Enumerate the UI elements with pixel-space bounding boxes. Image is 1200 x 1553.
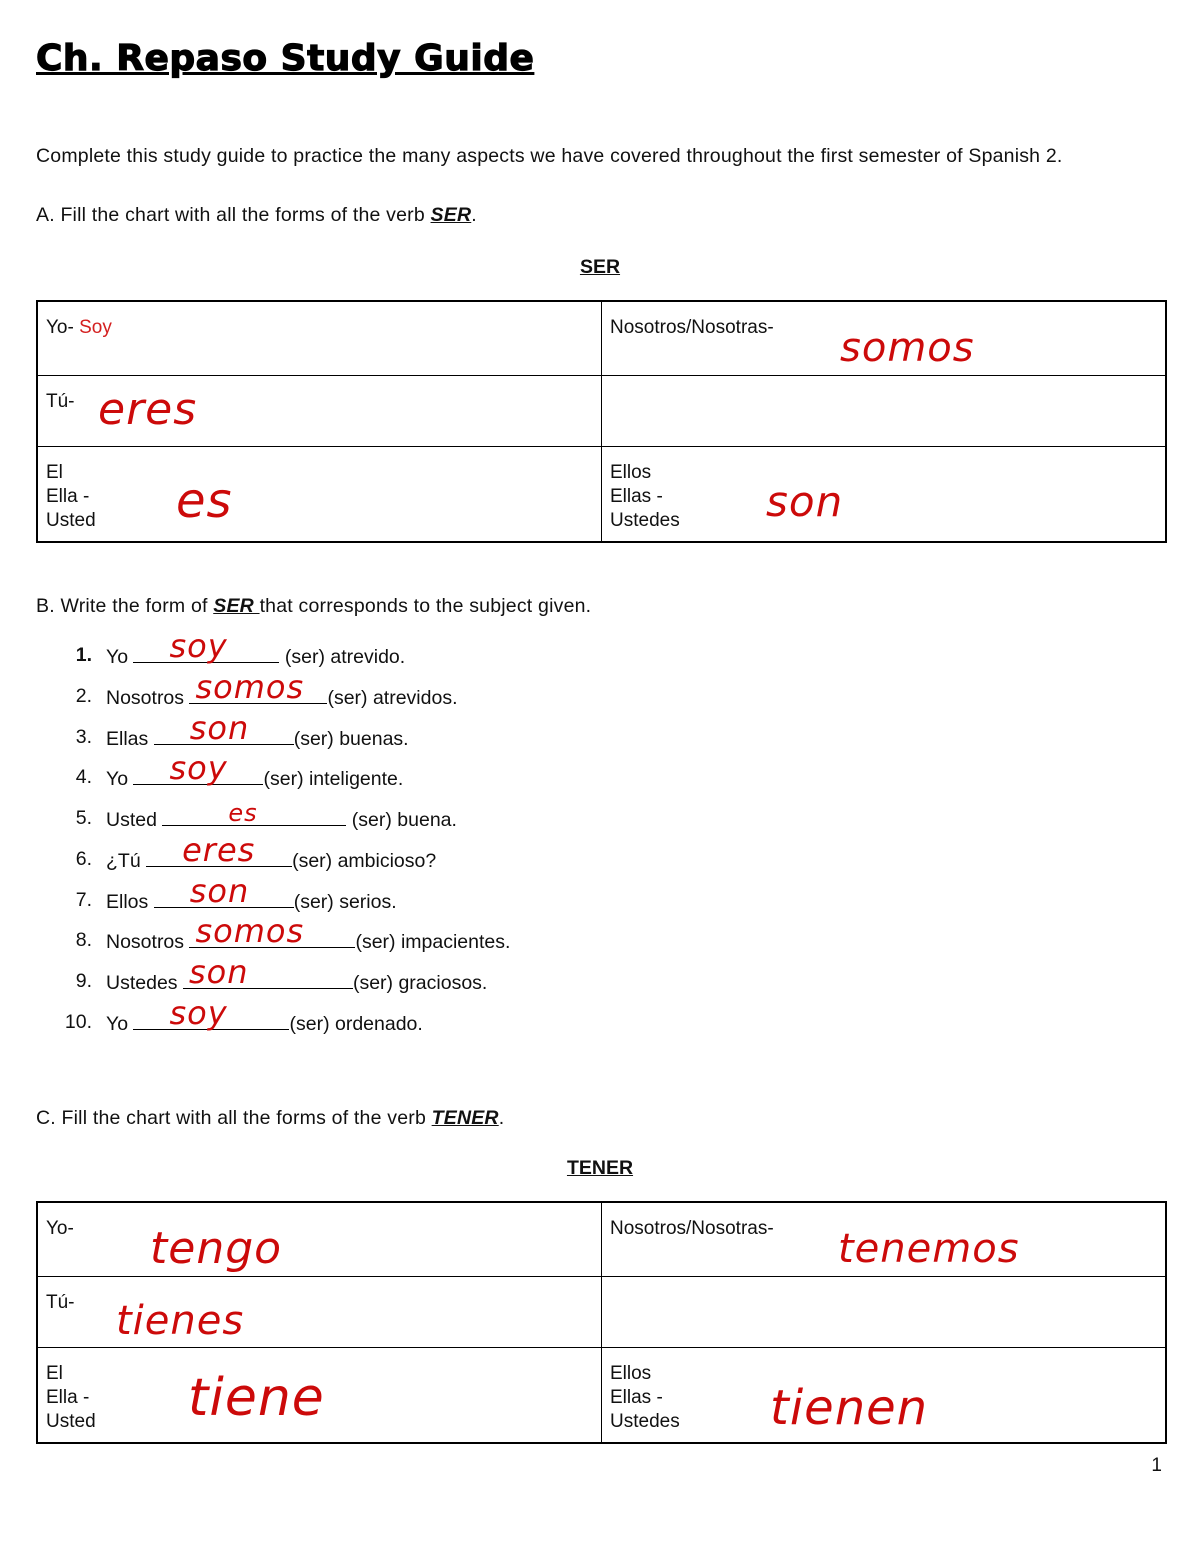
ser-nosotros-handwriting: somos: [840, 325, 975, 371]
tener-yo-label: Yo-: [46, 1218, 74, 1239]
page-number: 1: [1151, 1455, 1162, 1476]
exercise-sentence: [106, 953, 488, 995]
exercise-subject: Ellas: [106, 728, 149, 750]
tener-conjugation-table: [36, 1201, 1167, 1444]
exercise-subject: Yo: [106, 768, 129, 790]
answer-blank[interactable]: [133, 627, 279, 665]
ser-el-line-2: Ella -: [46, 485, 90, 507]
tener-el-handwriting: tiene: [188, 1367, 325, 1428]
exercise-number: 7.: [75, 889, 92, 911]
answer-blank[interactable]: [183, 953, 353, 991]
exercise-rest: (ser) atrevido.: [284, 646, 406, 668]
tener-nosotros-cell[interactable]: [602, 1202, 1167, 1276]
answer-blank[interactable]: [146, 831, 292, 869]
ser-nosotros-cell[interactable]: [602, 301, 1167, 375]
ser-table-title: SER: [579, 256, 621, 278]
exercise-subject: Usted: [106, 809, 157, 831]
exercise-sentence: [106, 749, 404, 791]
tener-ellos-line-3: Ustedes: [610, 1410, 680, 1432]
tener-empty-cell[interactable]: [602, 1276, 1167, 1347]
exercise-number: 9.: [75, 970, 92, 992]
ser-yo-printed: Soy: [79, 317, 112, 338]
section-b-prefix: B. Write the form of: [36, 595, 214, 617]
section-a-suffix: .: [471, 204, 477, 226]
exercise-subject: Yo: [106, 646, 129, 668]
tener-ellos-cell[interactable]: [602, 1347, 1167, 1443]
ser-tu-cell[interactable]: [37, 375, 602, 446]
page-title: Ch. Repaso Study Guide: [36, 38, 535, 79]
ser-yo-label: Yo-: [46, 317, 80, 338]
ser-empty-cell[interactable]: [602, 375, 1167, 446]
tener-el-line-1: El: [46, 1362, 63, 1384]
tener-yo-handwriting: tengo: [150, 1223, 283, 1274]
exercise-number: 10.: [64, 1011, 92, 1033]
handwritten-answer: eres: [182, 831, 256, 869]
exercise-rest: (ser) atrevidos.: [327, 687, 458, 709]
ser-ellos-line-3: Ustedes: [610, 509, 680, 531]
exercise-subject: Nosotros: [106, 687, 185, 709]
exercise-rest: (ser) graciosos.: [352, 972, 488, 994]
answer-blank[interactable]: [133, 994, 289, 1032]
ser-el-line-3: Usted: [46, 509, 96, 531]
exercise-number: 2.: [75, 685, 92, 707]
answer-blank[interactable]: [154, 709, 294, 747]
section-a-verb: SER: [430, 204, 472, 226]
answer-blank[interactable]: [154, 872, 294, 910]
tener-ellos-handwriting: tienen: [770, 1379, 929, 1436]
handwritten-answer: somos: [195, 668, 305, 706]
exercise-sentence: [106, 627, 406, 669]
tener-el-line-3: Usted: [46, 1410, 96, 1432]
intro-text: Complete this study guide to practice the many aspects we have covered throughout the first semester of Spanish 2.: [36, 145, 1063, 167]
handwritten-answer: son: [189, 709, 250, 747]
exercise-number: 8.: [75, 929, 92, 951]
handwritten-answer: son: [189, 872, 250, 910]
exercise-rest: (ser) ambicioso?: [292, 850, 437, 872]
tener-el-line-2: Ella -: [46, 1386, 90, 1408]
exercise-rest: (ser) buenas.: [293, 728, 409, 750]
exercise-subject: Nosotros: [106, 931, 185, 953]
ser-tu-label: Tú-: [46, 390, 75, 412]
exercise-subject: Ellos: [106, 891, 149, 913]
ser-ellos-handwriting: son: [766, 476, 844, 526]
tener-tu-label: Tú-: [46, 1291, 75, 1313]
handwritten-answer: es: [228, 799, 258, 827]
exercise-subject: Yo: [106, 1013, 129, 1035]
exercise-subject: ¿Tú: [106, 850, 141, 872]
ser-nosotros-label: Nosotros/Nosotras-: [610, 317, 774, 338]
tener-tu-cell[interactable]: [37, 1276, 602, 1347]
handwritten-answer: son: [188, 953, 249, 991]
exercise-number: 6.: [75, 848, 92, 870]
ser-el-line-1: El: [46, 461, 63, 483]
exercise-sentence: [106, 799, 457, 832]
section-b-instructions: [36, 595, 591, 618]
answer-blank[interactable]: [189, 912, 355, 950]
handwritten-answer: soy: [169, 627, 228, 665]
exercise-subject: Ustedes: [106, 972, 178, 994]
answer-blank[interactable]: [133, 749, 263, 787]
exercise-sentence: [106, 831, 437, 873]
tener-nosotros-handwriting: tenemos: [838, 1226, 1020, 1272]
exercise-rest: (ser) impacientes.: [355, 931, 511, 953]
exercise-number: 5.: [75, 807, 92, 829]
ser-tu-handwriting: eres: [98, 383, 198, 435]
tener-tu-handwriting: tienes: [116, 1297, 245, 1344]
section-c-prefix: C. Fill the chart with all the forms of the verb: [36, 1107, 432, 1129]
tener-yo-cell[interactable]: [37, 1202, 602, 1276]
ser-conjugation-table: [36, 300, 1167, 543]
ser-ellos-line-1: Ellos: [610, 461, 652, 483]
exercise-sentence: [106, 912, 511, 954]
tener-el-cell[interactable]: [37, 1347, 602, 1443]
tener-ellos-line-1: Ellos: [610, 1362, 652, 1384]
tener-nosotros-label: Nosotros/Nosotras-: [610, 1218, 774, 1239]
ser-ellos-line-2: Ellas -: [610, 485, 663, 507]
handwritten-answer: somos: [195, 912, 305, 950]
exercise-number: 1.: [75, 644, 92, 666]
answer-blank[interactable]: [162, 799, 346, 827]
answer-blank[interactable]: [189, 668, 327, 706]
section-a-prefix: A. Fill the chart with all the forms of the verb: [36, 204, 431, 226]
ser-el-cell[interactable]: [37, 446, 602, 542]
ser-el-handwriting: es: [176, 472, 233, 529]
exercise-rest: (ser) inteligente.: [263, 768, 404, 790]
exercise-rest: (ser) serios.: [293, 891, 397, 913]
handwritten-answer: soy: [169, 749, 228, 787]
handwritten-answer: soy: [169, 994, 228, 1032]
exercise-number: 4.: [75, 766, 92, 788]
exercise-number: 3.: [75, 726, 92, 748]
ser-ellos-cell[interactable]: [602, 446, 1167, 542]
exercise-sentence: [106, 872, 397, 914]
tener-table-title: TENER: [566, 1157, 634, 1179]
exercise-rest: (ser) buena.: [351, 809, 457, 831]
exercise-sentence: [106, 668, 458, 710]
section-a-instructions: [36, 204, 477, 227]
tener-ellos-line-2: Ellas -: [610, 1386, 663, 1408]
section-c-verb: TENER: [431, 1107, 499, 1129]
section-b-suffix: that corresponds to the subject given.: [259, 595, 592, 617]
exercise-rest: (ser) ordenado.: [289, 1013, 423, 1035]
exercise-sentence: [106, 709, 409, 751]
ser-yo-cell[interactable]: [37, 301, 602, 375]
exercise-sentence: [106, 994, 423, 1036]
section-c-suffix: .: [498, 1107, 505, 1129]
section-c-instructions: [36, 1107, 504, 1130]
section-b-verb: SER: [213, 595, 260, 617]
